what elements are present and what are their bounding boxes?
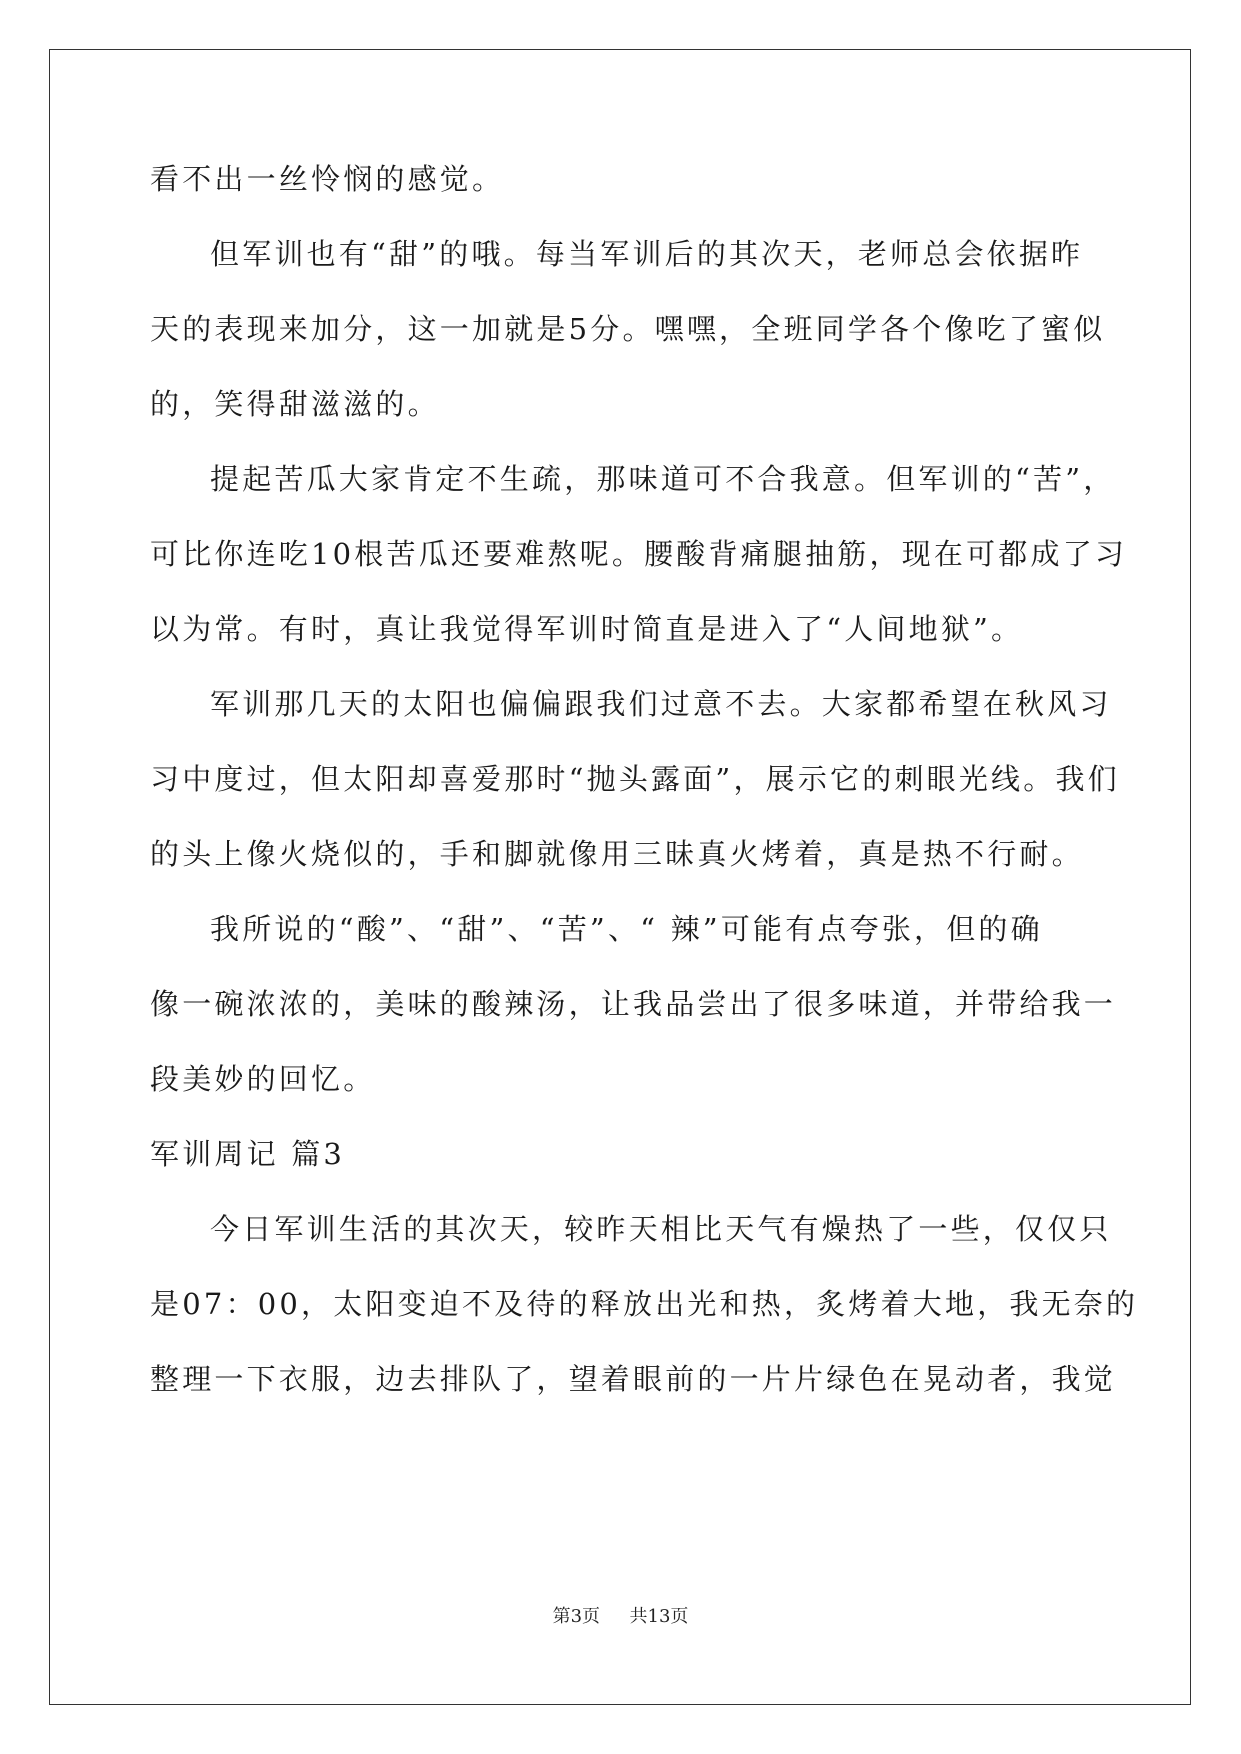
page-number: 第3页 [552, 1606, 601, 1627]
page-total: 共13页 [629, 1606, 689, 1627]
paragraph-start-line: 今日军训生活的其次天，较昨天相比天气有燥热了一些，仅仅只 [210, 1212, 1112, 1246]
text-line: 是07：00，太阳变迫不及待的释放出光和热，炙烤着大地，我无奈的 [150, 1287, 1139, 1321]
text-line: 像一碗浓浓的，美味的酸辣汤，让我品尝出了很多味道，并带给我一 [150, 987, 1117, 1021]
page-footer [0, 1605, 1241, 1629]
text-line: 习中度过，但太阳却喜爱那时“抛头露面”，展示它的刺眼光线。我们 [150, 762, 1120, 796]
paragraph-start-line: 但军训也有“甜”的哦。每当军训后的其次天，老师总会依据昨 [210, 237, 1084, 271]
paragraph-start-line: 提起苦瓜大家肯定不生疏，那味道可不合我意。但军训的“苦”， [210, 462, 1116, 496]
text-line: 天的表现来加分，这一加就是5分。嘿嘿，全班同学各个像吃了蜜似 [150, 312, 1106, 346]
text-line: 以为常。有时，真让我觉得军训时简直是进入了“人间地狱”。 [150, 612, 1024, 646]
text-line: 看不出一丝怜悯的感觉。 [150, 162, 505, 196]
paragraph-start-line: 军训那几天的太阳也偏偏跟我们过意不去。大家都希望在秋风习 [210, 687, 1112, 721]
section-heading: 军训周记 篇3 [150, 1137, 346, 1171]
text-line: 段美妙的回忆。 [150, 1062, 376, 1096]
text-line: 的，笑得甜滋滋的。 [150, 387, 440, 421]
text-line: 整理一下衣服，边去排队了，望着眼前的一片片绿色在晃动者，我觉 [150, 1362, 1117, 1396]
paragraph-start-line: 我所说的“酸”、“甜”、“苦”、“ 辣”可能有点夸张，但的确 [210, 912, 1043, 946]
text-line: 可比你连吃10根苦瓜还要难熬呢。腰酸背痛腿抽筋，现在可都成了习 [150, 537, 1128, 571]
text-line: 的头上像火烧似的，手和脚就像用三昧真火烤着，真是热不行耐。 [150, 837, 1084, 871]
